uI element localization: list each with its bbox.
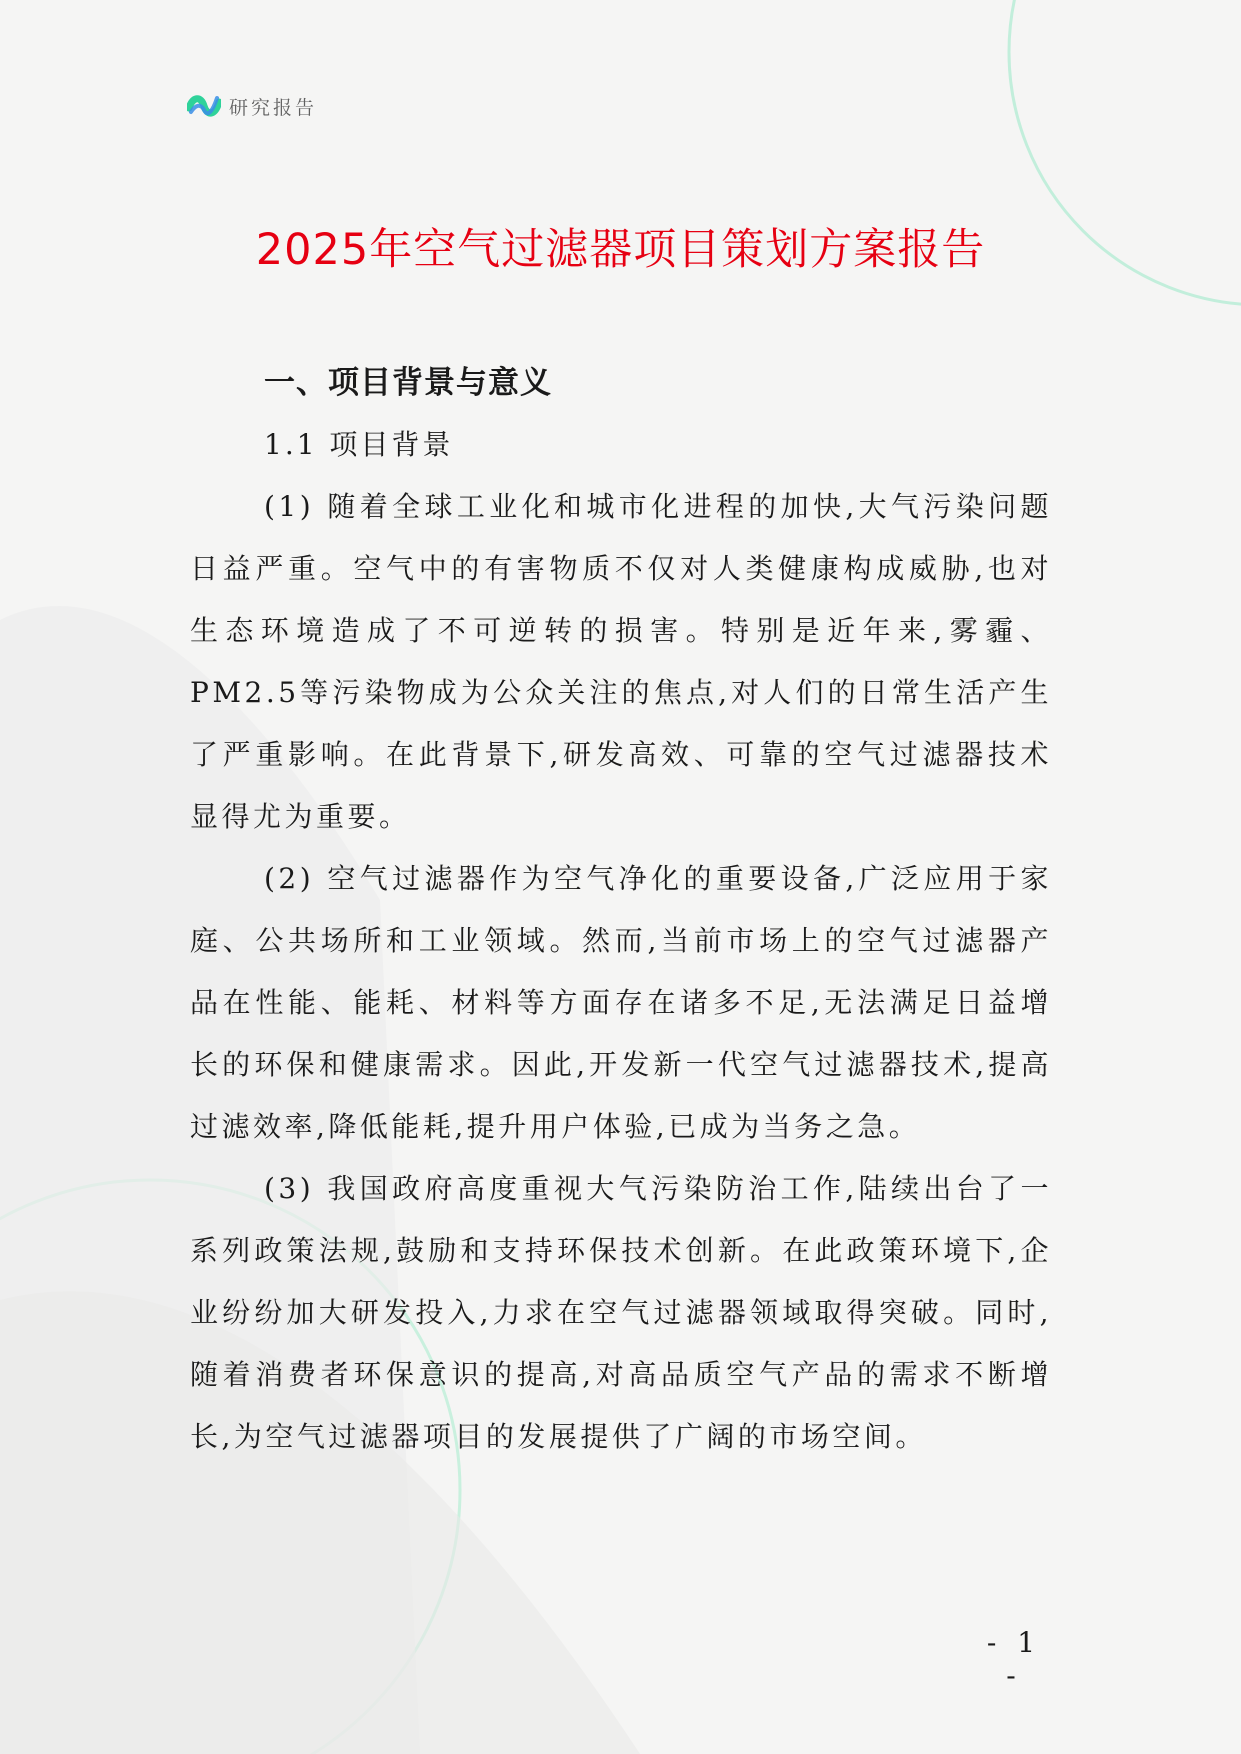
document-body — [190, 352, 1052, 1468]
logo-icon — [187, 90, 221, 122]
subsection-heading: 1.1 项目背景 — [264, 428, 454, 461]
page-number: - 1 - — [986, 1626, 1042, 1692]
section-heading: 一、项目背景与意义 — [264, 365, 552, 401]
paragraph-1: (1) 随着全球工业化和城市化进程的加快,大气污染问题日益严重。空气中的有害物质不仅对人类健康构成威胁,也对生态环境造成了不可逆转的损害。特别是近年来,雾霾、PM2.5等污染物成为公众关注的焦点,对人们的日常生活产生了严重影响。在此背景下,研发高效、可靠的空气过滤器技术显得尤为重要。 — [190, 490, 1052, 833]
report-header — [187, 88, 317, 124]
paragraph-3: (3) 我国政府高度重视大气污染防治工作,陆续出台了一系列政策法规,鼓励和支持环保技术创新。在此政策环境下,企业纷纷加大研发投入,力求在空气过滤器领域取得突破。同时,随着消费者环保意识的提高,对高品质空气产品的需求不断增长,为空气过滤器项目的发展提供了广阔的市场空间。 — [190, 1172, 1052, 1453]
header-label: 研究报告 — [229, 96, 318, 119]
document-title: 2025年空气过滤器项目策划方案报告 — [255, 225, 986, 275]
paragraph-2: (2) 空气过滤器作为空气净化的重要设备,广泛应用于家庭、公共场所和工业领域。然而,当前市场上的空气过滤器产品在性能、能耗、材料等方面存在诸多不足,无法满足日益增长的环保和健康需求。因此,开发新一代空气过滤器技术,提高过滤效率,降低能耗,提升用户体验,已成为当务之急。 — [190, 862, 1052, 1143]
